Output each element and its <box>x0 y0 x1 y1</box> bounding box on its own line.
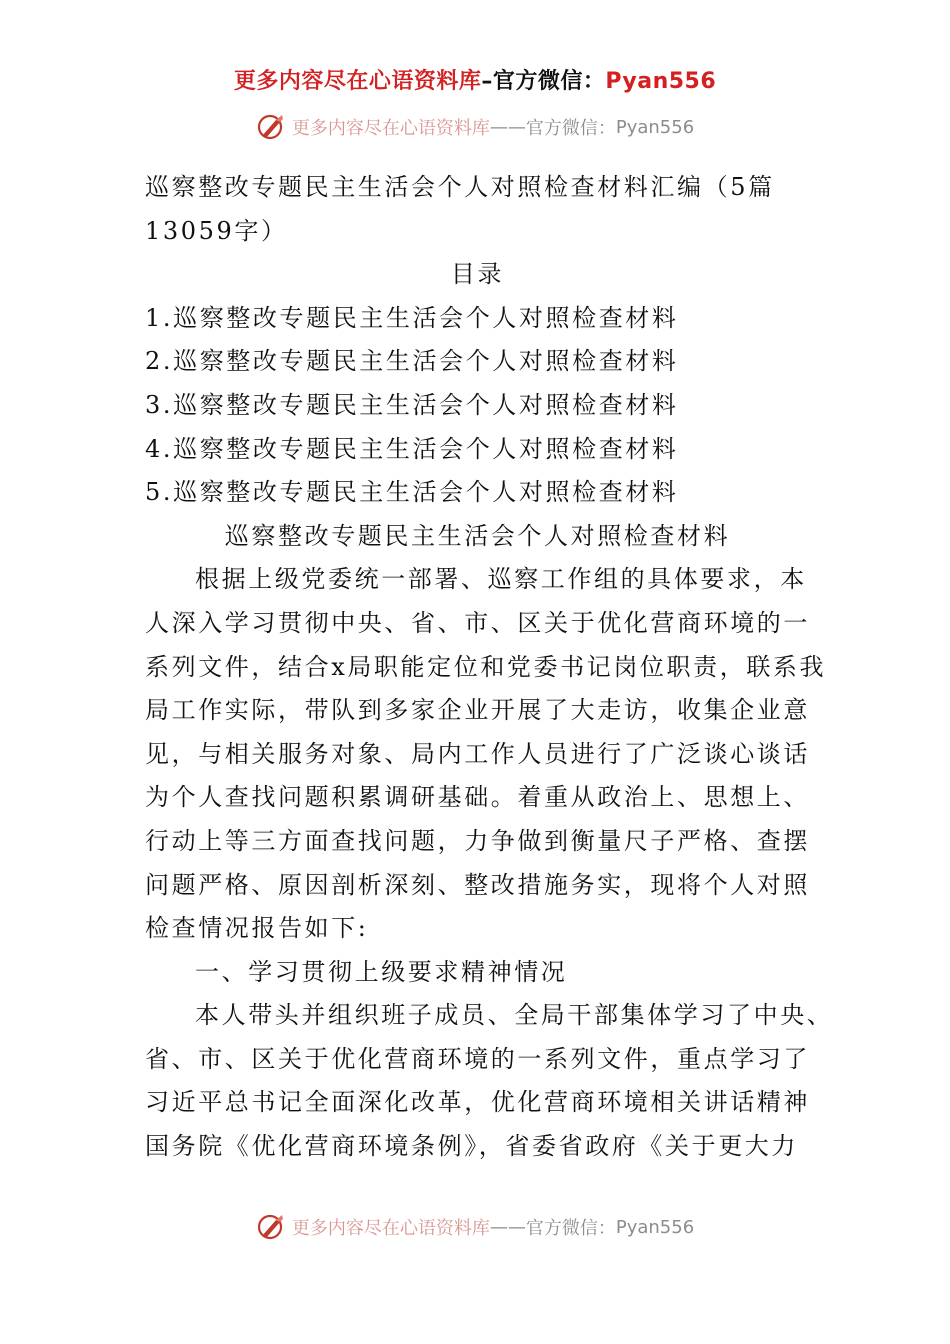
paragraph-line: 系列文件，结合x局职能定位和党委书记岗位职责，联系我 <box>145 652 827 681</box>
banner-main-text: 更多内容尽在心语资料库 <box>233 69 482 94</box>
paragraph-line: 见，与相关服务对象、局内工作人员进行了广泛谈心谈话 <box>145 739 810 768</box>
watermark-main-text: 更多内容尽在心语资料库 <box>291 1218 490 1239</box>
watermark-wechat-label: 官方微信： <box>525 118 616 139</box>
paragraph-line: 行动上等三方面查找问题，力争做到衡量尺子严格、查摆 <box>145 826 810 855</box>
paragraph-line: 习近平总书记全面深化改革，优化营商环境相关讲话精神 <box>145 1088 810 1117</box>
toc-item: 2.巡察整改专题民主生活会个人对照检查材料 <box>145 347 679 376</box>
watermark-dash: —— <box>489 1216 526 1238</box>
watermark-main-text: 更多内容尽在心语资料库 <box>291 118 490 139</box>
watermark-wechat-label: 官方微信： <box>525 1218 616 1239</box>
paragraph-line: 本人带头并组织班子成员、全局干部集体学习了中央、 <box>195 1001 834 1030</box>
watermark-bottom <box>0 1212 950 1242</box>
document-body <box>145 166 834 1169</box>
document-title-line-1: 巡察整改专题民主生活会个人对照检查材料汇编（5篇 <box>145 173 775 201</box>
pen-logo-icon <box>256 1212 286 1242</box>
toc-item: 1.巡察整改专题民主生活会个人对照检查材料 <box>145 303 679 332</box>
paragraph-line: 局工作实际，带队到多家企业开展了大走访，收集企业意 <box>145 696 810 725</box>
toc-item: 3.巡察整改专题民主生活会个人对照检查材料 <box>145 390 679 419</box>
document-title-line-2: 13059字） <box>145 216 288 245</box>
paragraph-line: 问题严格、原因剖析深刻、整改措施务实，现将个人对照 <box>145 870 810 899</box>
toc-heading: 目录 <box>450 260 505 289</box>
toc-item: 5.巡察整改专题民主生活会个人对照检查材料 <box>145 478 679 507</box>
pen-logo-icon <box>256 112 286 142</box>
paragraph-line: 国务院《优化营商环境条例》，省委省政府《关于更大力 <box>145 1132 798 1161</box>
watermark-dash: —— <box>489 116 526 138</box>
paragraph-line: 检查情况报告如下: <box>145 914 369 943</box>
paragraph-line: 省、市、区关于优化营商环境的一系列文件，重点学习了 <box>145 1044 810 1073</box>
section-heading: 一、学习贯彻上级要求精神情况 <box>195 957 568 986</box>
watermark-wechat-id: Pyan556 <box>615 1216 695 1238</box>
banner-wechat-id: Pyan556 <box>605 69 717 94</box>
banner-wechat-label: 官方微信： <box>492 69 606 94</box>
paragraph-line: 人深入学习贯彻中央、省、市、区关于优化营商环境的一 <box>145 608 810 637</box>
watermark-wechat-id: Pyan556 <box>615 116 695 138</box>
toc-item: 4.巡察整改专题民主生活会个人对照检查材料 <box>145 434 679 463</box>
section-title: 巡察整改专题民主生活会个人对照检查材料 <box>224 521 731 550</box>
paragraph-line: 根据上级党委统一部署、巡察工作组的具体要求，本 <box>195 565 807 594</box>
watermark-top <box>0 112 950 142</box>
paragraph-line: 为个人查找问题积累调研基础。着重从政治上、思想上、 <box>145 783 810 812</box>
header-banner <box>0 64 950 95</box>
banner-dash: – <box>481 69 493 94</box>
